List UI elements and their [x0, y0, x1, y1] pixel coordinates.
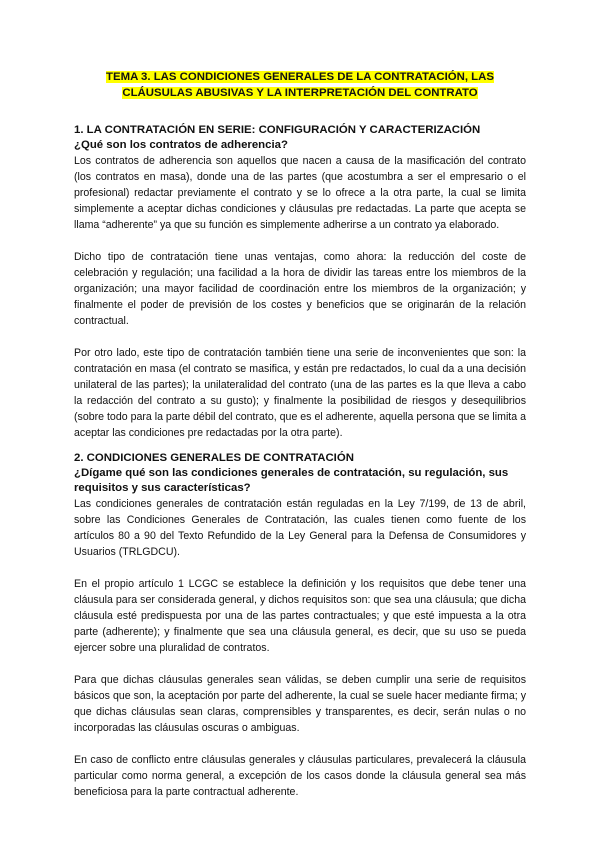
section-2-paragraph-1: Las condiciones generales de contratación están reguladas en la Ley 7/199, de 13 de abril, sobre las Condiciones Generales de Contratación, las cuales tienen como fuente de los artículos 80 a 90 del Texto Refundido de la Ley General para la Defensa de Consumidores y Usuarios (TRLGDCU).: [74, 498, 526, 558]
section-1-question: ¿Qué son los contratos de adherencia?: [74, 139, 288, 151]
section-1-paragraph-2: Dicho tipo de contratación tiene unas ventajas, como ahora: la reducción del coste de celebración y regulación; una facilidad a la hora de dividir las tareas entre los miembros de la organización; una mayor facilidad de coordinación entre los miembros de la organización; y finalmente el poder de previsión de los costes y beneficios que se originarán de la relación contractual.: [74, 251, 526, 327]
section-1-paragraph-3: Por otro lado, este tipo de contratación también tiene una serie de inconvenientes que son: la contratación en masa (el contrato se masifica, y están pre redactados, lo cual da a una decisión unilateral de las partes); la unilateralidad del contrato (una de las partes es la que lleva a cabo la redacción del contrato a su gusto); y finalmente la posibilidad de riesgos y desequilibrios (sobre todo para la parte débil del contrato, que es el adherente, aquella persona que se limita a aceptar las condiciones pre redactadas por la otra parte).: [74, 347, 526, 439]
section-1-heading: 1. LA CONTRATACIÓN EN SERIE: CONFIGURACIÓN Y CARACTERIZACIÓN: [74, 124, 481, 136]
section-2: [74, 451, 526, 800]
document-title: [74, 69, 526, 101]
section-1: [74, 123, 526, 441]
document-title-text: TEMA 3. LAS CONDICIONES GENERALES DE LA CONTRATACIÓN, LAS CLÁUSULAS ABUSIVAS Y LA INTERPRETACIÓN DEL CONTRATO: [106, 71, 494, 99]
section-2-paragraph-4: En caso de conflicto entre cláusulas generales y cláusulas particulares, prevalecerá la cláusula particular como norma general, a excepción de los casos donde la cláusula general sea más beneficiosa para la parte contractual adherente.: [74, 754, 526, 798]
section-1-paragraph-1: Los contratos de adherencia son aquellos que nacen a causa de la masificación del contrato (los contratos en masa), donde una de las partes (que acostumbra a ser el empresario o el profesional) redactar previamente el contrato y se lo ofrece a la otra parte, la cual se limita simplemente a aceptar dichas condiciones y cláusulas pre redactadas. La parte que acepta se llama “adherente” ya que su función es simplemente adherirse a un contrato ya elaborado.: [74, 155, 526, 231]
section-2-paragraph-3: Para que dichas cláusulas generales sean válidas, se deben cumplir una serie de requisitos básicos que son, la aceptación por parte del adherente, la cual se suele hacer mediante firma; y que dichas cláusulas sean claras, comprensibles y transparentes, es decir, serán nulas o no incorporadas las cláusulas oscuras o ambiguas.: [74, 674, 526, 734]
section-2-question: ¿Dígame qué son las condiciones generales de contratación, su regulación, sus requisitos y sus características?: [74, 467, 509, 494]
section-2-paragraph-2: En el propio artículo 1 LCGC se establece la definición y los requisitos que debe tener una cláusula para ser considerada general, y dichos requisitos son: que sea una cláusula; que dicha cláusula esté predispuesta por una de las partes contractuales; y que esté impuesta a la otra parte (adherente); y finalmente que sea una cláusula general, es decir, que su uso se pueda ejercer sobre una pluralidad de contratos.: [74, 578, 526, 654]
section-2-heading: 2. CONDICIONES GENERALES DE CONTRATACIÓN: [74, 452, 354, 464]
